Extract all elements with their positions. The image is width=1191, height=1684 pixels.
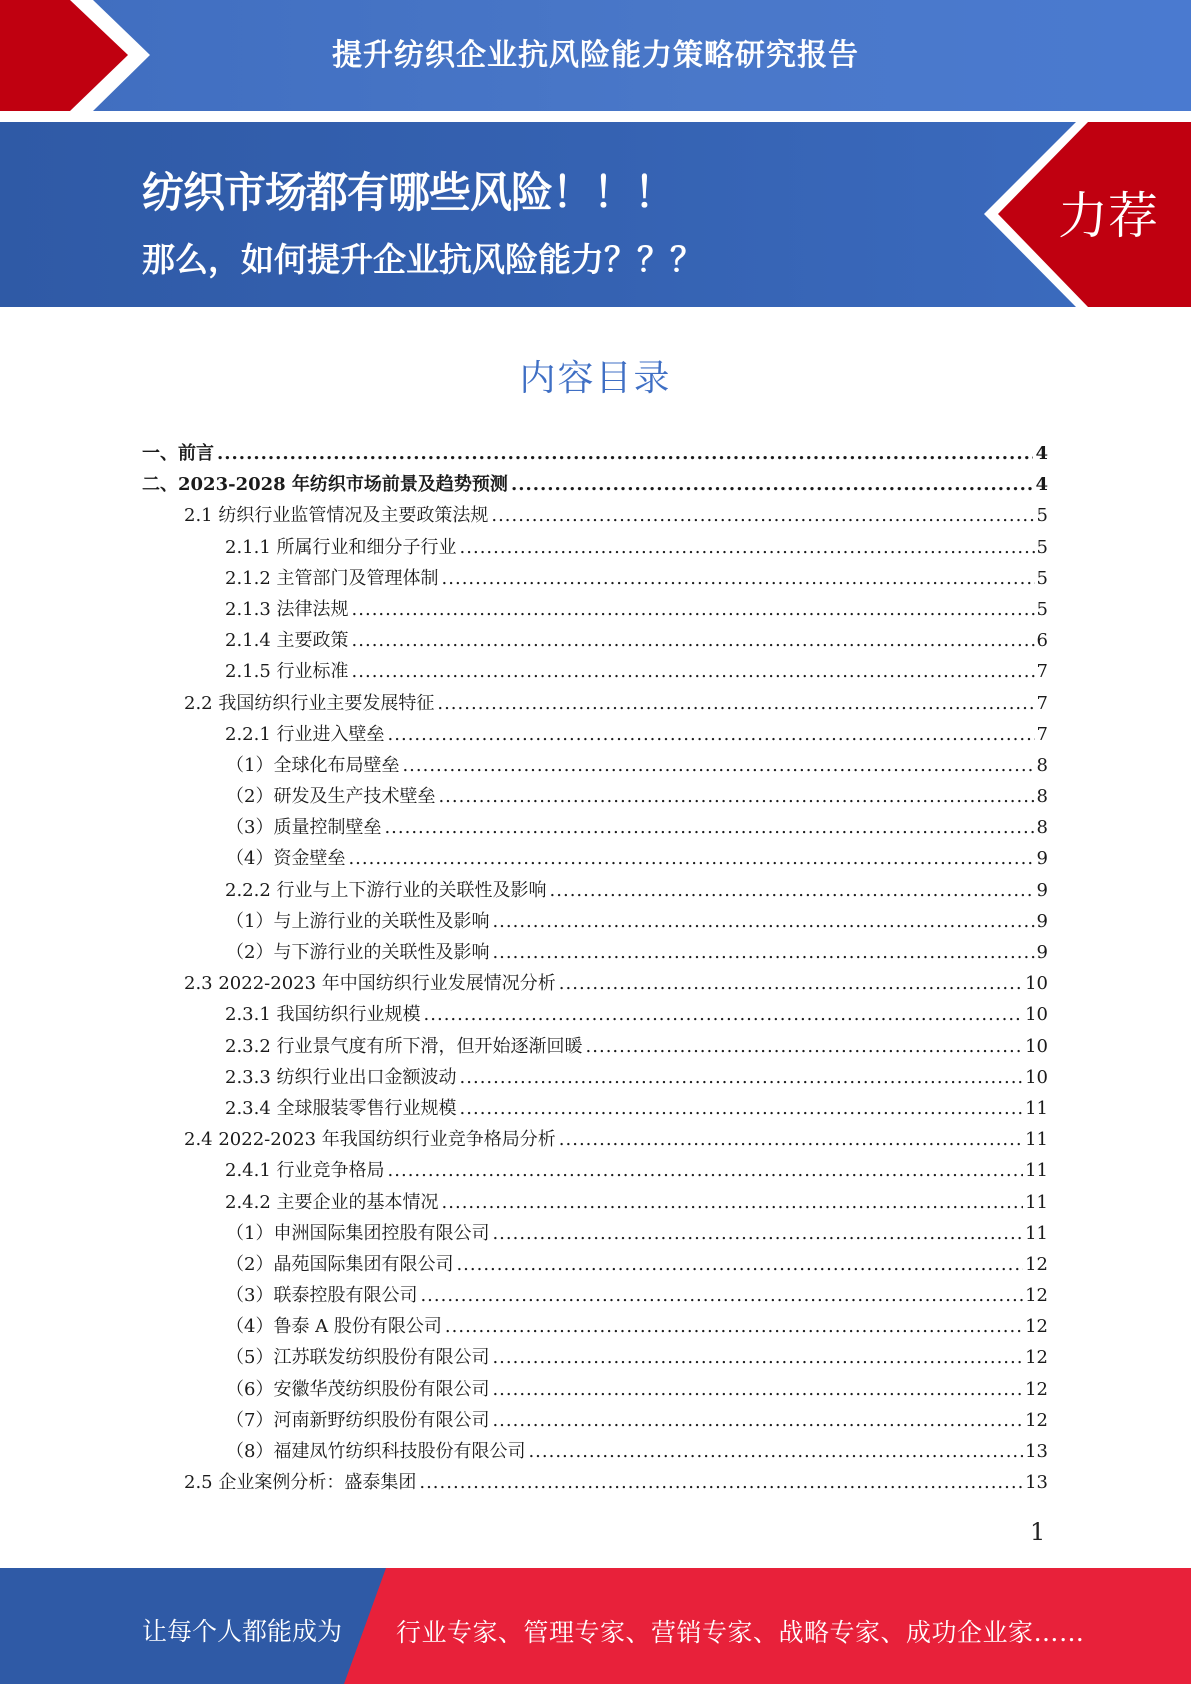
toc-entry[interactable]: 2.1.3 法律法规 ..... 5 (142, 594, 1048, 625)
toc-entry[interactable]: 2.3.4 全球服装零售行业规模 ..... 11 (142, 1093, 1048, 1124)
toc-entry[interactable]: 2.2.2 行业与上下游行业的关联性及影响 ..... 9 (142, 875, 1048, 906)
toc-entry[interactable]: 2.1.5 行业标准 ..... 7 (142, 656, 1048, 687)
toc-entry[interactable]: 一、前言 ..... 4 (142, 438, 1048, 469)
toc-entry[interactable]: 2.1.4 主要政策 ..... 6 (142, 625, 1048, 656)
hero-headline: 纺织市场都有哪些风险！！！ (142, 168, 676, 217)
toc-entry[interactable]: （2）与下游行业的关联性及影响 ..... 9 (142, 937, 1048, 968)
badge-label: 力荐 (1058, 187, 1158, 245)
toc-entry[interactable]: （3）联泰控股有限公司 ..... 12 (142, 1280, 1048, 1311)
toc-entry[interactable]: （4）鲁泰 A 股份有限公司 ..... 12 (142, 1311, 1048, 1342)
toc-entry[interactable]: 2.1.1 所属行业和细分子行业 ..... 5 (142, 532, 1048, 563)
toc-entry[interactable]: 2.4.1 行业竞争格局 ..... 11 (142, 1155, 1048, 1186)
toc-entry[interactable]: 2.4 2022-2023 年我国纺织行业竞争格局分析 ..... 11 (142, 1124, 1048, 1155)
report-title: 提升纺织企业抗风险能力策略研究报告 (332, 38, 859, 73)
toc-entry[interactable]: 2.1 纺织行业监管情况及主要政策法规 ..... 5 (142, 500, 1048, 531)
hero-subheadline: 那么，如何提升企业抗风险能力？？？ (142, 240, 703, 279)
toc-entry[interactable]: 2.3 2022-2023 年中国纺织行业发展情况分析 ..... 10 (142, 968, 1048, 999)
toc-entry[interactable]: （2）晶苑国际集团有限公司 ..... 12 (142, 1249, 1048, 1280)
toc-entry[interactable]: （7）河南新野纺织股份有限公司 ..... 12 (142, 1405, 1048, 1436)
toc-entry[interactable]: （8）福建凤竹纺织科技股份有限公司 ..... 13 (142, 1436, 1048, 1467)
toc-entry[interactable]: （3）质量控制壁垒 ..... 8 (142, 812, 1048, 843)
toc-entry[interactable]: 2.1.2 主管部门及管理体制 ..... 5 (142, 563, 1048, 594)
page-number: 1 (1030, 1518, 1046, 1546)
footer-slogan-right: 行业专家、管理专家、营销专家、战略专家、成功企业家…… (396, 1618, 1085, 1647)
toc-entry[interactable]: 2.5 企业案例分析：盛泰集团 ..... 13 (142, 1467, 1048, 1498)
toc-title: 内容目录 (519, 358, 672, 399)
toc-entry[interactable]: 二、2023-2028 年纺织市场前景及趋势预测 ..... 4 (142, 469, 1048, 500)
toc-entry[interactable]: 2.3.1 我国纺织行业规模 ..... 10 (142, 999, 1048, 1030)
toc-entry[interactable]: （6）安徽华茂纺织股份有限公司 ..... 12 (142, 1374, 1048, 1405)
toc-entry[interactable]: （2）研发及生产技术壁垒 ..... 8 (142, 781, 1048, 812)
toc-entry[interactable]: （1）与上游行业的关联性及影响 ..... 9 (142, 906, 1048, 937)
toc-entry[interactable]: 2.3.3 纺织行业出口金额波动 ..... 10 (142, 1062, 1048, 1093)
toc-entry[interactable]: 2.4.2 主要企业的基本情况 ..... 11 (142, 1187, 1048, 1218)
toc-entry[interactable]: （4）资金壁垒 ..... 9 (142, 843, 1048, 874)
toc-entry[interactable]: （1）全球化布局壁垒 ..... 8 (142, 750, 1048, 781)
table-of-contents (142, 438, 1048, 1498)
toc-entry[interactable]: 2.2.1 行业进入壁垒 ..... 7 (142, 719, 1048, 750)
toc-entry[interactable]: （5）江苏联发纺织股份有限公司 ..... 12 (142, 1342, 1048, 1373)
toc-entry[interactable]: 2.3.2 行业景气度有所下滑，但开始逐渐回暖 ..... 10 (142, 1031, 1048, 1062)
toc-entry[interactable]: 2.2 我国纺织行业主要发展特征 ..... 7 (142, 688, 1048, 719)
toc-entry[interactable]: （1）申洲国际集团控股有限公司 ..... 11 (142, 1218, 1048, 1249)
footer-slogan-left: 让每个人都能成为 (142, 1617, 343, 1646)
